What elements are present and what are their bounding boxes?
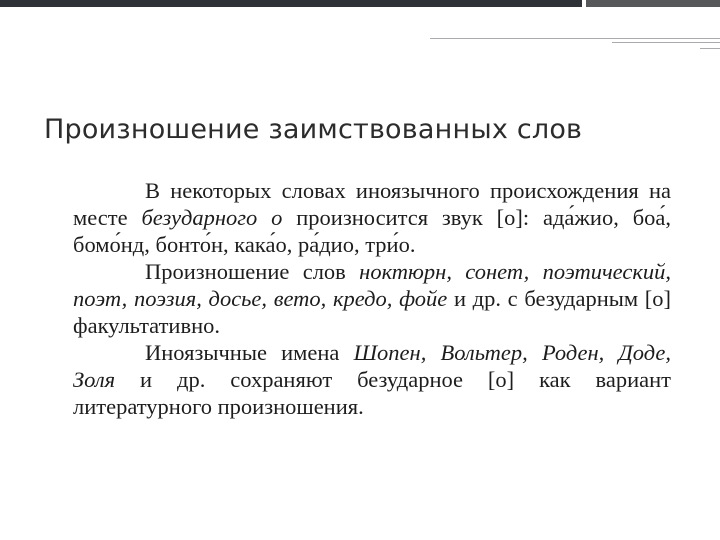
top-bar-dark [0,0,582,7]
paragraph-3-italic: Шопен, Вольтер, Роден, Доде, Золя [73,340,671,392]
paragraph-2 [73,258,671,339]
paragraph-1-rest: произносится звук [о]: ада́жио, боа́, бомо́нд, бонто́н, кака́о, ра́дио, три́о. [73,205,671,257]
slide-body [73,177,671,420]
paragraph-2-italic: ноктюрн, сонет, поэтический, поэт, поэзия, досье, вето, кредо, фойе [73,259,671,311]
paragraph-3 [73,339,671,420]
decorative-line [612,42,720,43]
top-bar-light [586,0,720,7]
paragraph-3-rest: и др. сохраняют безударное [о] как вариант литературного произношения. [73,367,671,419]
decorative-line [430,38,720,39]
paragraph-2-text: Произношение слов [145,259,360,284]
paragraph-1-italic: безударного о [141,205,283,230]
slide-title: Произношение заимствованных слов [44,114,583,145]
paragraph-1 [73,177,671,258]
paragraph-3-text: Иноязычные имена [145,340,354,365]
decorative-line [700,48,720,49]
paragraph-2-rest: и др. с безударным [о] факультативно. [73,286,672,338]
paragraph-1-text: В некоторых словах иноязычного происхождения на месте [73,178,671,230]
